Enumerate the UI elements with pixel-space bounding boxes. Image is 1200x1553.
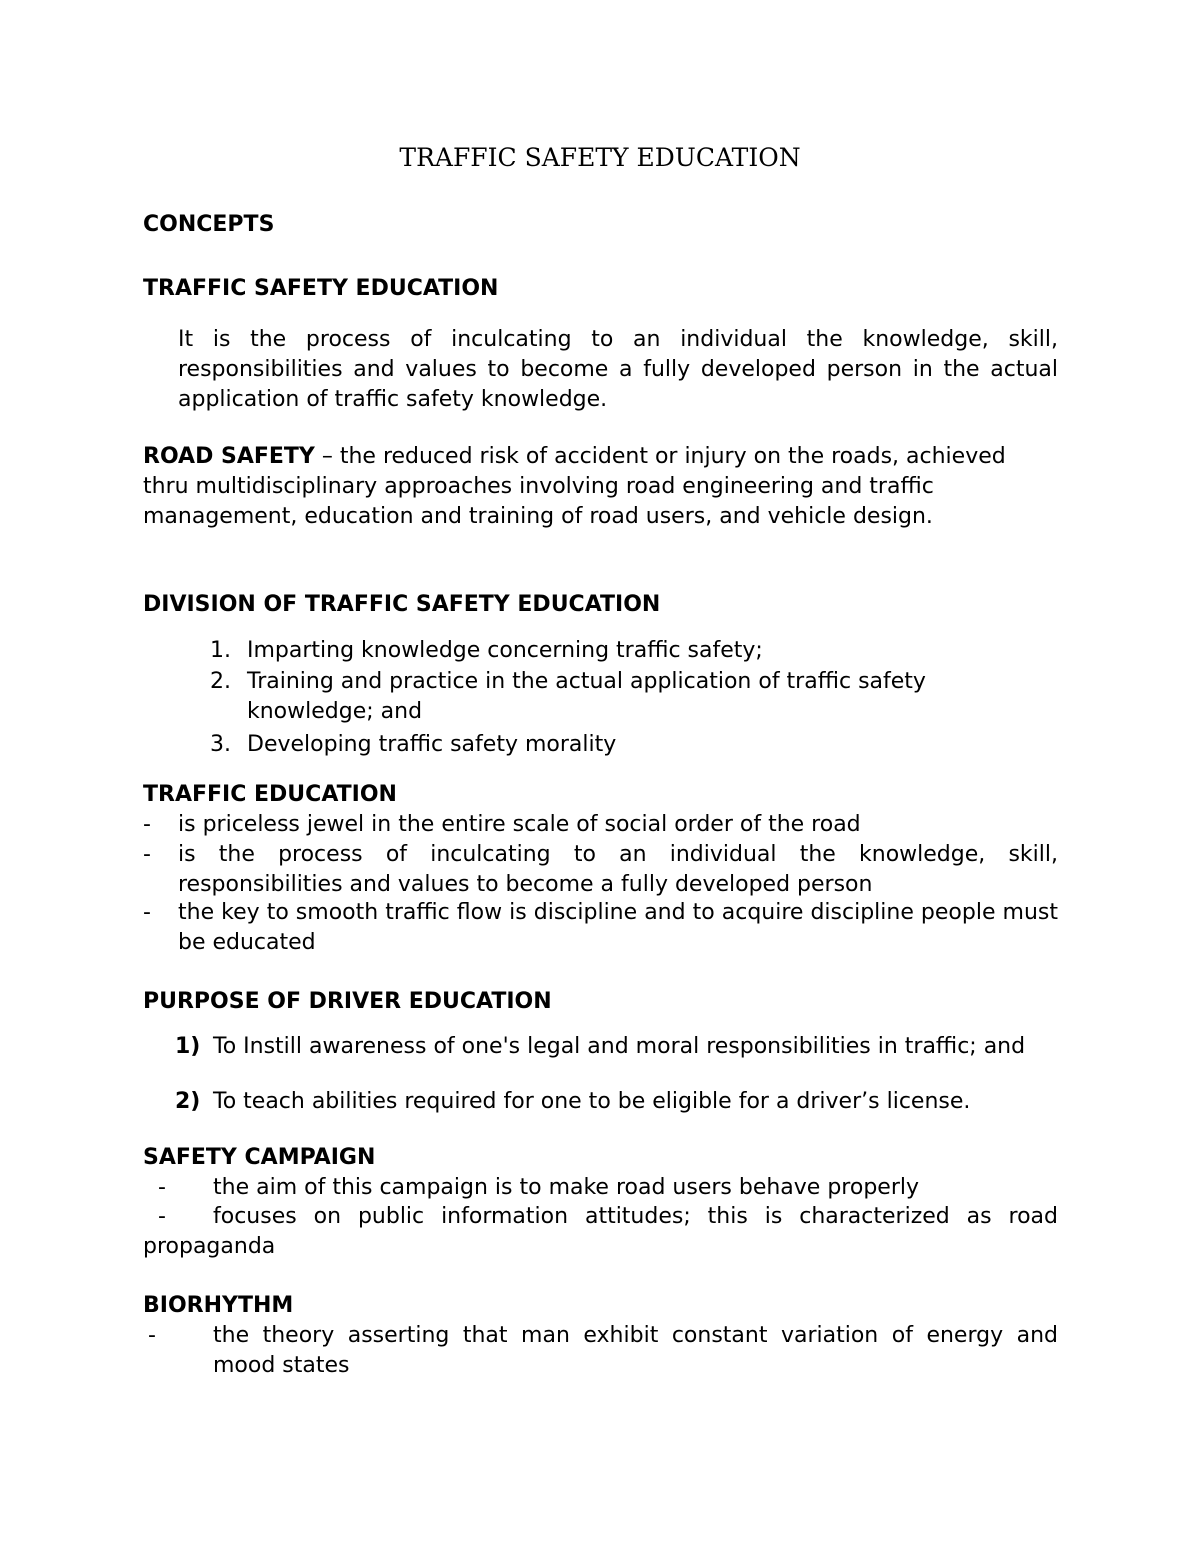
bullet-text: is priceless jewel in the entire scale of social order of the road — [178, 812, 861, 837]
road-safety-paragraph — [143, 442, 1033, 532]
safety-campaign-item — [143, 1173, 1058, 1203]
list-text: To Instill awareness of one's legal and moral responsibilities in traffic; and — [213, 1034, 1026, 1059]
bullet-dash: - — [158, 1175, 166, 1200]
safety-campaign-item — [143, 1202, 1058, 1262]
list-number: 2) — [175, 1089, 201, 1114]
bullet-text: the aim of this campaign is to make road users behave properly — [213, 1175, 919, 1200]
safety-campaign-heading: SAFETY CAMPAIGN — [143, 1145, 376, 1170]
bullet-text: the key to smooth traffic flow is discipline and to acquire discipline people must be educated — [178, 900, 1058, 955]
bullet-text: focuses on public information attitudes; this is characterized as road propaganda — [143, 1204, 1058, 1259]
list-text: Developing traffic safety morality — [247, 732, 617, 757]
bullet-dash: - — [143, 900, 151, 925]
list-number: 2. — [210, 669, 231, 694]
bullet-dash: - — [143, 812, 151, 837]
tse-definition: It is the process of inculcating to an individual the knowledge, skill, responsibilities and values to become a fully developed person in the actual application of traffic safety knowledge. — [178, 327, 1058, 412]
biorhythm-heading: BIORHYTHM — [143, 1293, 294, 1318]
list-number: 3. — [210, 732, 231, 757]
driver-education-heading: PURPOSE OF DRIVER EDUCATION — [143, 989, 552, 1014]
bullet-dash: - — [143, 842, 151, 867]
document-title: TRAFFIC SAFETY EDUCATION — [399, 143, 801, 172]
list-number: 1. — [210, 638, 231, 663]
list-number: 1) — [175, 1034, 201, 1059]
list-text: To teach abilities required for one to be eligible for a driver’s license. — [213, 1089, 971, 1114]
division-heading: DIVISION OF TRAFFIC SAFETY EDUCATION — [143, 592, 661, 617]
bullet-text: is the process of inculcating to an individual the knowledge, skill, responsibilities and values to become a fully developed person — [178, 842, 1058, 897]
bullet-dash: - — [148, 1323, 156, 1348]
road-safety-definition: – the reduced risk of accident or injury on the roads, achieved thru multidisciplinary approaches involving road engineering and traffic management, education and training of road users, and vehicle design. — [143, 444, 1006, 529]
bullet-text: the theory asserting that man exhibit constant variation of energy and mood states — [213, 1323, 1058, 1378]
tse-heading: TRAFFIC SAFETY EDUCATION — [143, 276, 499, 301]
concepts-heading: CONCEPTS — [143, 212, 275, 237]
bullet-dash: - — [158, 1204, 166, 1229]
road-safety-term: ROAD SAFETY — [143, 444, 315, 469]
list-text: Training and practice in the actual application of traffic safety knowledge; and — [247, 669, 926, 724]
list-text: Imparting knowledge concerning traffic safety; — [247, 638, 763, 663]
traffic-education-heading: TRAFFIC EDUCATION — [143, 782, 397, 807]
